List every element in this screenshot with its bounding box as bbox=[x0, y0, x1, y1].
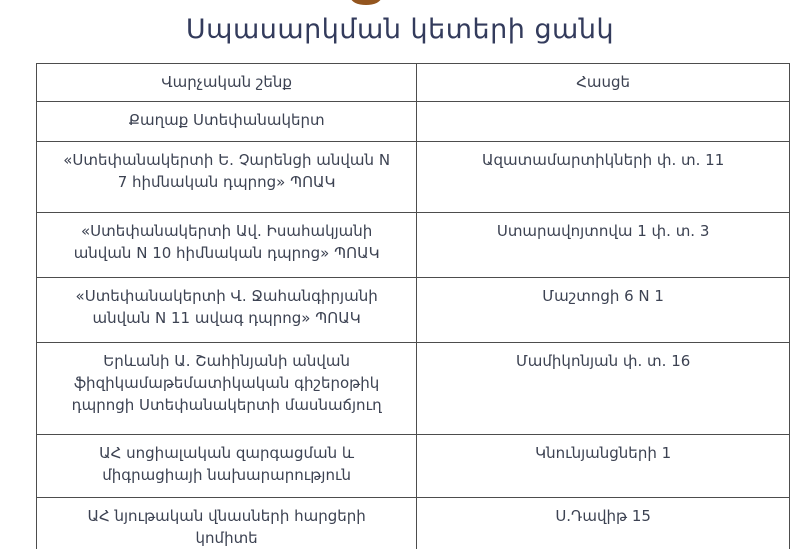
table-row bbox=[37, 142, 790, 213]
table-row bbox=[37, 213, 790, 278]
address-cell: Մամիկոնյան փ. տ. 16 bbox=[417, 343, 790, 435]
building-cell: Քաղաք Ստեփանակերտ bbox=[37, 102, 417, 142]
table-row-city-subheader bbox=[37, 102, 790, 142]
address-cell: Ս.Դավիթ 15 bbox=[417, 498, 790, 549]
service-points-table bbox=[36, 63, 790, 549]
column-header-building: Վարչական շենք bbox=[37, 64, 417, 102]
table-row bbox=[37, 278, 790, 343]
logo-fragment-icon bbox=[351, 0, 381, 5]
address-cell: Ազատամարտիկների փ. տ. 11 bbox=[417, 142, 790, 213]
table-row bbox=[37, 343, 790, 435]
building-cell: ԱՀ նյութական վնասների հարցերի կոմիտե bbox=[37, 498, 417, 549]
address-cell bbox=[417, 102, 790, 142]
building-cell: «Ստեփանակերտի Ավ. Իսահակյանի անվան N 10 հիմնական դպրոց» ՊՈԱԿ bbox=[37, 213, 417, 278]
table-header-row bbox=[37, 64, 790, 102]
page-title: Սպասարկման կետերի ցանկ bbox=[185, 14, 615, 45]
address-cell: Կնունյանցների 1 bbox=[417, 435, 790, 498]
table-row bbox=[37, 435, 790, 498]
table-row bbox=[37, 498, 790, 549]
building-cell: Երևանի Ա. Շահինյանի անվան ֆիզիկամաթեմատիկական գիշերօթիկ դպրոցի Ստեփանակերտի մասնաճյուղ bbox=[37, 343, 417, 435]
column-header-address: Հասցե bbox=[417, 64, 790, 102]
building-cell: ԱՀ սոցիալական զարգացման և միգրացիայի նախարարություն bbox=[37, 435, 417, 498]
building-cell: «Ստեփանակերտի Վ. Ջահանգիրյանի անվան N 11 ավագ դպրոց» ՊՈԱԿ bbox=[37, 278, 417, 343]
address-cell: Ստարավոյտովա 1 փ. տ. 3 bbox=[417, 213, 790, 278]
address-cell: Մաշտոցի 6 N 1 bbox=[417, 278, 790, 343]
building-cell: «Ստեփանակերտի Ե. Չարենցի անվան N 7 հիմնական դպրոց» ՊՈԱԿ bbox=[37, 142, 417, 213]
